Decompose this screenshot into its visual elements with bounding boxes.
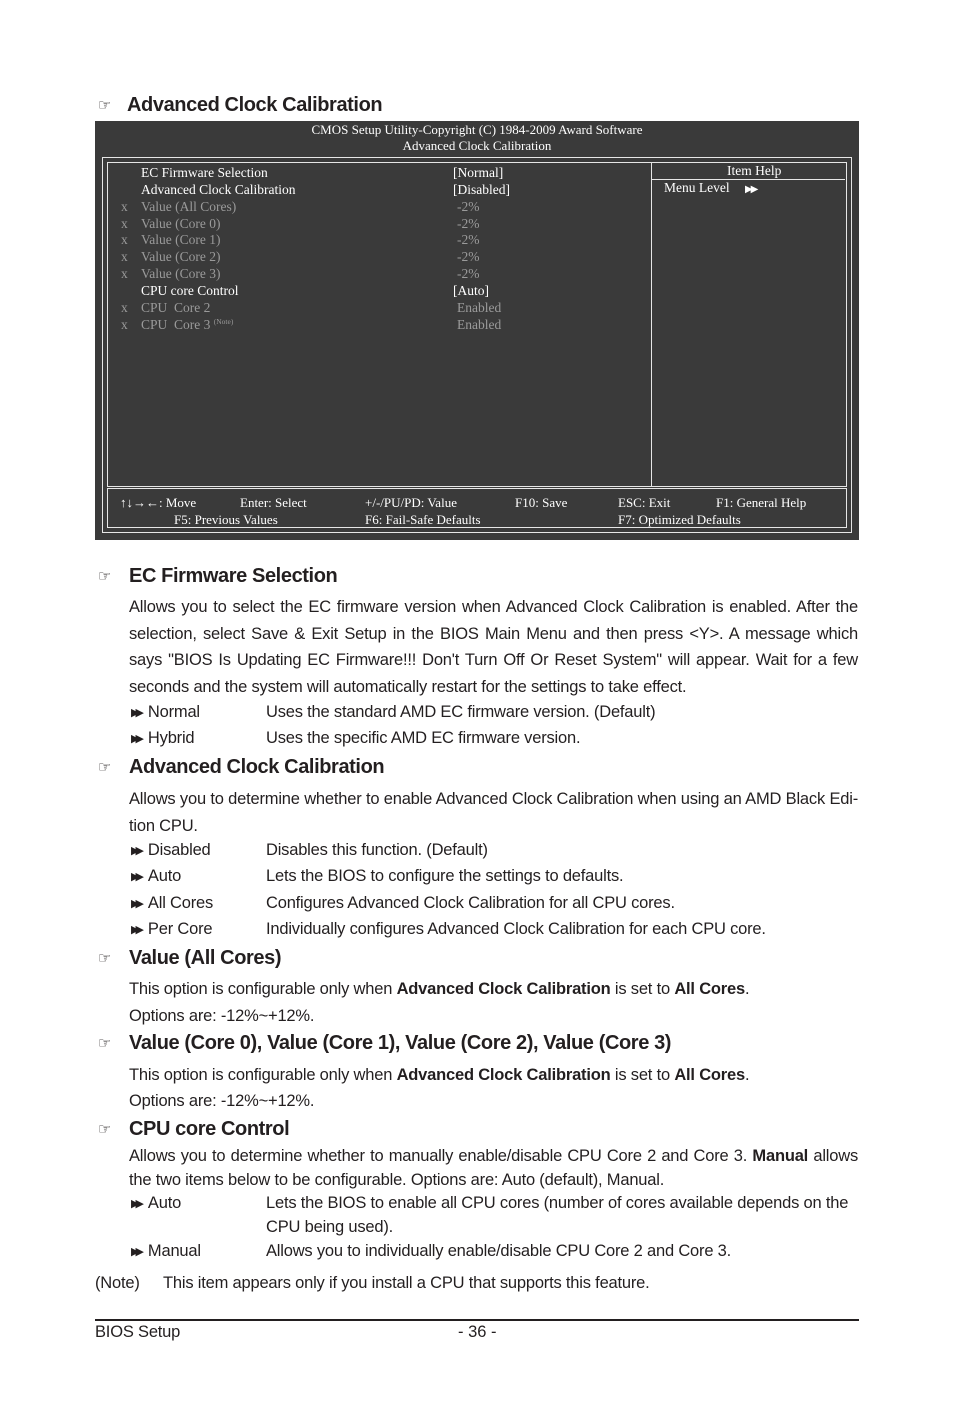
disabled-mark: x [121, 266, 128, 281]
option-hybrid: ▶▶ Hybrid [131, 729, 195, 747]
section-title-acc: Advanced Clock Calibration [129, 756, 385, 778]
pointing-hand-icon: ☞ [98, 567, 112, 585]
option-cpu-auto-desc-2: CPU being used). [266, 1218, 394, 1236]
key-fail-safe: F6: Fail-Safe Defaults [365, 512, 481, 527]
option-all-cores: ▶▶ All Cores [131, 894, 214, 912]
bios-header-title: CMOS Setup Utility-Copyright (C) 1984-2009 Award Software [311, 122, 643, 137]
disabled-mark: x [121, 232, 128, 247]
pointing-hand-icon: ☞ [98, 96, 112, 114]
value-cores-text: This option is configurable only when Advanced Clock Calibration is set to All Cores. [129, 1066, 750, 1084]
acc-description: Allows you to determine whether to enable Advanced Clock Calibration when using an AMD Black Edi-tion CPU. [129, 790, 858, 835]
menu-level-arrows-icon: ▶▶ [744, 184, 757, 195]
double-arrow-icon: ▶▶ [131, 1246, 140, 1258]
footer-left: BIOS Setup [95, 1323, 181, 1341]
pointing-hand-icon: ☞ [98, 949, 112, 967]
bios-value-ec-firmware[interactable]: [Normal] [453, 165, 504, 180]
pointing-hand-icon: ☞ [98, 1034, 112, 1052]
bios-value-all-cores: -2% [457, 199, 480, 214]
note-label: (Note) [95, 1274, 140, 1292]
footer-rule [95, 1319, 859, 1321]
double-arrow-icon: ▶▶ [131, 924, 140, 936]
pointing-hand-icon: ☞ [98, 1120, 112, 1138]
key-save: F10: Save [515, 495, 568, 510]
key-exit: ESC: Exit [618, 495, 671, 510]
bios-value-core0: -2% [457, 216, 480, 231]
value-cores-options: Options are: -12%~+12%. [129, 1092, 315, 1110]
menu-level-text: Menu Level [664, 180, 730, 195]
bios-header-subtitle: Advanced Clock Calibration [402, 138, 552, 153]
double-arrow-icon: ▶▶ [131, 871, 140, 883]
page-number: - 36 - [458, 1323, 497, 1341]
key-help: F1: General Help [716, 495, 807, 510]
double-arrow-icon: ▶▶ [131, 707, 140, 719]
section-title-cpu-core-control: CPU core Control [129, 1118, 290, 1140]
double-arrow-icon: ▶▶ [131, 1198, 140, 1210]
bios-value-cpu-core2: Enabled [457, 300, 502, 315]
option-auto: ▶▶ Auto [131, 867, 182, 885]
key-value: +/-/PU/PD: Value [365, 495, 457, 510]
bios-item-cpu-core3: CPU Core 3 $^{(Note)}$ [141, 317, 234, 332]
option-normal: ▶▶ Normal [131, 703, 200, 721]
bios-item-value-core0: Value (Core 0) [141, 216, 221, 231]
section-title-ec-firmware: EC Firmware Selection [129, 565, 338, 587]
option-disabled: ▶▶ Disabled [131, 841, 211, 859]
option-disabled-desc: Disables this function. (Default) [266, 841, 488, 859]
key-move: ↑↓→←: Move [120, 495, 197, 510]
section-title-value-all-cores: Value (All Cores) [129, 947, 282, 969]
disabled-mark: x [121, 216, 128, 231]
double-arrow-icon: ▶▶ [131, 733, 140, 745]
option-hybrid-desc: Uses the specific AMD EC firmware version. [266, 729, 581, 747]
section-title-advanced-clock-calibration: Advanced Clock Calibration [127, 94, 383, 116]
value-all-cores-options: Options are: -12%~+12%. [129, 1007, 315, 1025]
bios-value-cpu-core3: Enabled [457, 317, 502, 332]
bios-item-value-core1: Value (Core 1) [141, 232, 221, 247]
disabled-mark: x [121, 317, 128, 332]
bios-screen [95, 121, 859, 540]
bios-item-acc[interactable]: Advanced Clock Calibration [141, 182, 296, 197]
bios-item-value-all-cores: Value (All Cores) [141, 199, 237, 214]
option-cpu-auto: ▶▶ Auto [131, 1194, 182, 1212]
option-per-core-desc: Individually configures Advanced Clock Calibration for each CPU core. [266, 920, 766, 938]
option-per-core: ▶▶ Per Core [131, 920, 213, 938]
key-enter: Enter: Select [240, 495, 307, 510]
bios-item-value-core2: Value (Core 2) [141, 249, 221, 264]
option-cpu-manual: ▶▶ Manual [131, 1242, 201, 1260]
section-title-value-cores: Value (Core 0), Value (Core 1), Value (Core 2), Value (Core 3) [129, 1032, 672, 1054]
disabled-mark: x [121, 249, 128, 264]
option-normal-desc: Uses the standard AMD EC firmware version. (Default) [266, 703, 656, 721]
bios-item-cpu-core-control[interactable]: CPU core Control [141, 283, 239, 298]
bios-value-acc[interactable]: [Disabled] [453, 182, 510, 197]
option-cpu-auto-desc-1: Lets the BIOS to enable all CPU cores (number of cores available depends on the [266, 1194, 849, 1212]
ec-description: Allows you to select the EC firmware version when Advanced Clock Calibration is enabled. After the selection, select Save & Exit Setup in the BIOS Main Menu and then press <Y>. A message which says "BIOS Is Updating EC Firmware!!! Don't Turn Off Or Reset System" will appear. Wait for a few seconds and the system will automatically restart for the settings to take effect. [129, 598, 858, 696]
key-optimized: F7: Optimized Defaults [618, 512, 741, 527]
key-previous-values: F5: Previous Values [174, 512, 278, 527]
bios-value-core3: -2% [457, 266, 480, 281]
value-all-cores-text: This option is configurable only when Advanced Clock Calibration is set to All Cores. [129, 980, 750, 998]
disabled-mark: x [121, 199, 128, 214]
option-auto-desc: Lets the BIOS to configure the settings to defaults. [266, 867, 624, 885]
bios-help-divider [651, 162, 652, 486]
bios-item-ec-firmware[interactable]: EC Firmware Selection [141, 165, 268, 180]
option-all-cores-desc: Configures Advanced Clock Calibration for all CPU cores. [266, 894, 675, 912]
bios-item-value-core3: Value (Core 3) [141, 266, 221, 281]
note-text: This item appears only if you install a CPU that supports this feature. [163, 1274, 650, 1292]
cpu-core-control-description: Allows you to determine whether to manually enable/disable CPU Core 2 and Core 3. Manual allows the two items below to be configurable. Options are: Auto (default), Manual. [129, 1147, 858, 1189]
bios-value-core1: -2% [457, 232, 480, 247]
disabled-mark: x [121, 300, 128, 315]
double-arrow-icon: ▶▶ [131, 898, 140, 910]
bios-value-cpu-core-control[interactable]: [Auto] [453, 283, 489, 298]
double-arrow-icon: ▶▶ [131, 845, 140, 857]
bios-item-cpu-core2: CPU Core 2 [141, 300, 211, 315]
item-help-label: Item Help [727, 163, 782, 178]
menu-level-label [664, 180, 756, 196]
option-cpu-manual-desc: Allows you to individually enable/disable CPU Core 2 and Core 3. [266, 1242, 732, 1260]
pointing-hand-icon: ☞ [98, 758, 112, 776]
bios-value-core2: -2% [457, 249, 480, 264]
